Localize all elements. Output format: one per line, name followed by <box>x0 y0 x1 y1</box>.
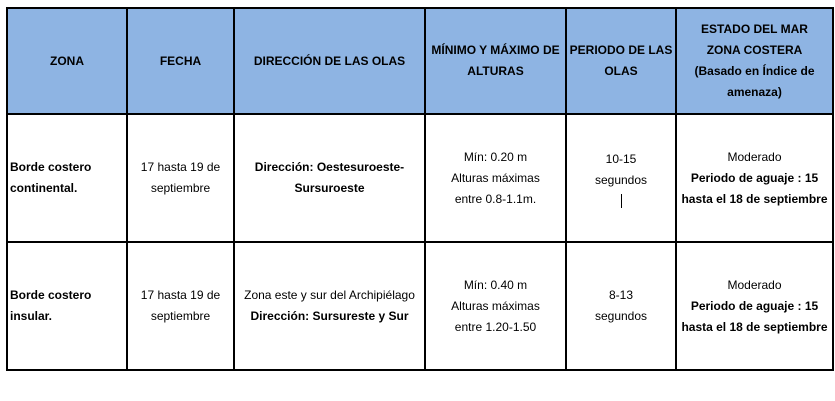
alturas-min: Mín: 0.20 m <box>463 149 528 164</box>
periodo-unit: segundos <box>594 172 648 187</box>
header-zona: ZONA <box>7 8 127 114</box>
direccion-bold: Dirección: Sursureste y Sur <box>250 309 409 323</box>
header-alturas: MÍNIMO Y MÁXIMO DE ALTURAS <box>425 8 566 114</box>
direccion-bold: Dirección: Oestesuroeste-Sursuroeste <box>254 160 405 195</box>
text-cursor <box>621 194 622 208</box>
zona-cell: Borde costero continental. <box>7 114 127 242</box>
estado-cell <box>676 114 833 242</box>
direccion-area: Zona este y sur del Archipiélago <box>244 288 415 302</box>
alturas-cell <box>425 114 566 242</box>
periodo-cell <box>566 114 676 242</box>
periodo-unit: segundos <box>594 309 648 323</box>
estado-aguaje: Periodo de aguaje : 15 hasta el 18 de septiembre <box>681 298 828 334</box>
alturas-label: Alturas máximas <box>451 170 540 185</box>
header-estado-line1: ESTADO DEL MAR <box>701 22 808 36</box>
alturas-range: entre 0.8-1.1m. <box>454 191 537 206</box>
header-estado <box>676 8 833 114</box>
sea-state-forecast-table <box>6 7 834 371</box>
header-fecha: FECHA <box>127 8 234 114</box>
header-estado-line2: ZONA COSTERA <box>706 43 803 57</box>
periodo-value: 10-15 <box>605 151 637 166</box>
table-row <box>7 114 833 242</box>
header-row <box>7 8 833 114</box>
periodo-cell <box>566 242 676 370</box>
alturas-min: Mín: 0.40 m <box>463 277 528 292</box>
alturas-label: Alturas máximas <box>451 298 540 313</box>
direccion-cell <box>234 114 425 242</box>
header-periodo: PERIODO DE LAS OLAS <box>566 8 676 114</box>
header-direccion: DIRECCIÓN DE LAS OLAS <box>234 8 425 114</box>
fecha-cell: 17 hasta 19 de septiembre <box>127 242 234 370</box>
table-row <box>7 242 833 370</box>
estado-aguaje: Periodo de aguaje : 15 hasta el 18 de septiembre <box>681 170 828 206</box>
periodo-value: 8-13 <box>608 288 634 302</box>
estado-level: Moderado <box>727 277 782 292</box>
estado-cell <box>676 242 833 370</box>
alturas-range: entre 1.20-1.50 <box>454 319 537 334</box>
fecha-cell: 17 hasta 19 de septiembre <box>127 114 234 242</box>
zona-cell: Borde costero insular. <box>7 242 127 370</box>
alturas-cell <box>425 242 566 370</box>
header-estado-line3: (Basado en Índice de amenaza) <box>694 64 815 99</box>
direccion-cell <box>234 242 425 370</box>
estado-level: Moderado <box>727 149 782 164</box>
